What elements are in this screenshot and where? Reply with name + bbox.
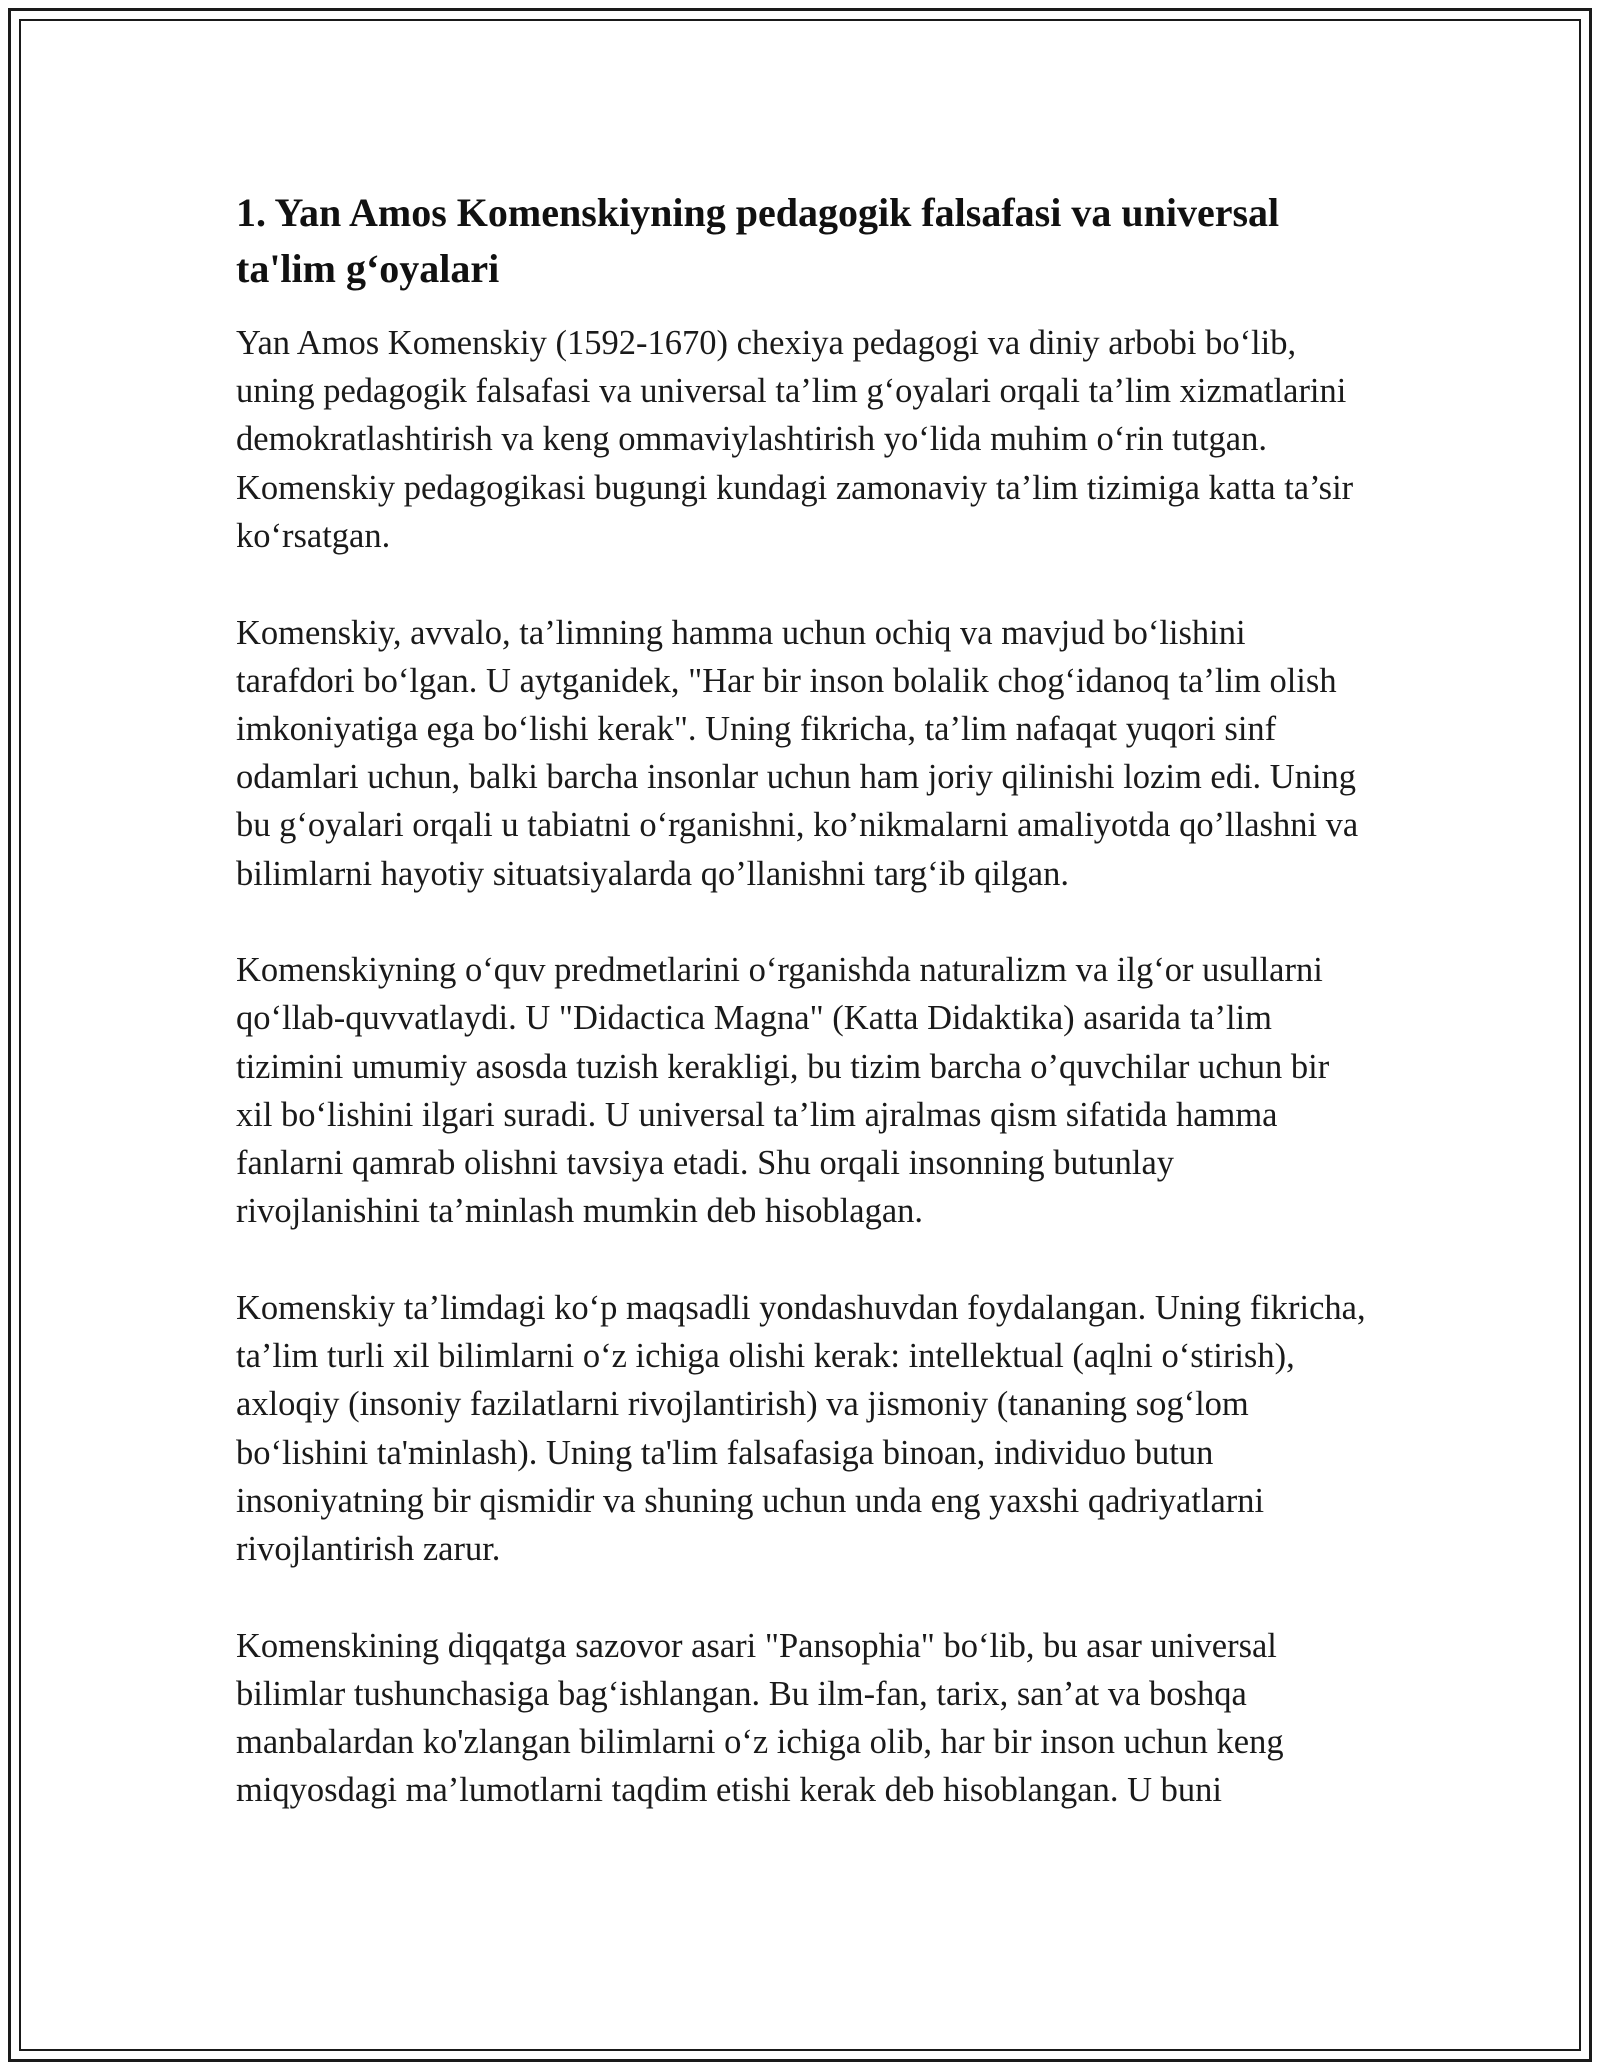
paragraph-4: Komenskiy ta’limdagi ko‘p maqsadli yondashuvdan foydalangan. Uning fikricha, ta’lim turli xil bilimlarni o‘z ichiga olishi kerak: intellektual (aqlni o‘stirish), axloqiy (insoniy fazilatlarni rivojlantirish) va jismoniy (tananing sog‘lom bo‘lishini ta'minlash). Uning ta'lim falsafasiga binoan, individuo butun insoniyatning bir qismidir va shuning uchun unda eng yaxshi qadriyatlarni rivojlantirish zarur. xyxy=(236,1288,1366,1568)
paragraph-3: Komenskiyning o‘quv predmetlarini o‘rganishda naturalizm va ilg‘or usullarni qo‘llab-quvvatlaydi. U "Didactica Magna" (Katta Didaktika) asarida ta’lim tizimini umumiy asosda tuzish kerakligi, bu tizim barcha o’quvchilar uchun bir xil bo‘lishini ilgari suradi. U universal ta’lim ajralmas qism sifatida hamma fanlarni qamrab olishni tavsiya etadi. Shu orqali insonning butunlay rivojlanishini ta’minlash mumkin deb hisoblagan. xyxy=(236,951,1330,1231)
section-heading: 1. Yan Amos Komenskiyning pedagogik falsafasi va universal ta'lim g‘oyalari xyxy=(236,190,1280,291)
paragraph-5: Komenskining diqqatga sazovor asari "Pansophia" bo‘lib, bu asar universal bilimlar tushunchasiga bag‘ishlangan. Bu ilm-fan, tarix, san’at va boshqa manbalardan ko'zlangan bilimlarni o‘z ichiga olib, har bir inson uchun keng miqyosdagi ma’lumotlarni taqdim etishi kerak deb hisoblangan. U buni xyxy=(236,1626,1284,1810)
paragraph-2: Komenskiy, avvalo, ta’limning hamma uchun ochiq va mavjud bo‘lishini tarafdori bo‘lgan. U aytganidek, "Har bir inson bolalik chog‘idanoq ta’lim olish imkoniyatiga ega bo‘lishi kerak". Uning fikricha, ta’lim nafaqat yuqori sinf odamlari uchun, balki barcha insonlar uchun ham joriy qilinishi lozim edi. Uning bu g‘oyalari orqali u tabiatni o‘rganishni, ko’nikmalarni amaliyotda qo’llashni va bilimlarni hayotiy situatsiyalarda qo’llanishni targ‘ib qilgan. xyxy=(236,613,1359,893)
paragraph-1: Yan Amos Komenskiy (1592-1670) chexiya pedagogi va diniy arbobi bo‘lib, uning pedagogik falsafasi va universal ta’lim g‘oyalari orqali ta’lim xizmatlarini demokratlashtirish va keng ommaviylashtirish yo‘lida muhim o‘rin tutgan. Komenskiy pedagogikasi bugungi kundagi zamonaviy ta’lim tizimiga katta ta’sir ko‘rsatgan. xyxy=(236,324,1354,555)
document-body xyxy=(236,185,1366,1863)
